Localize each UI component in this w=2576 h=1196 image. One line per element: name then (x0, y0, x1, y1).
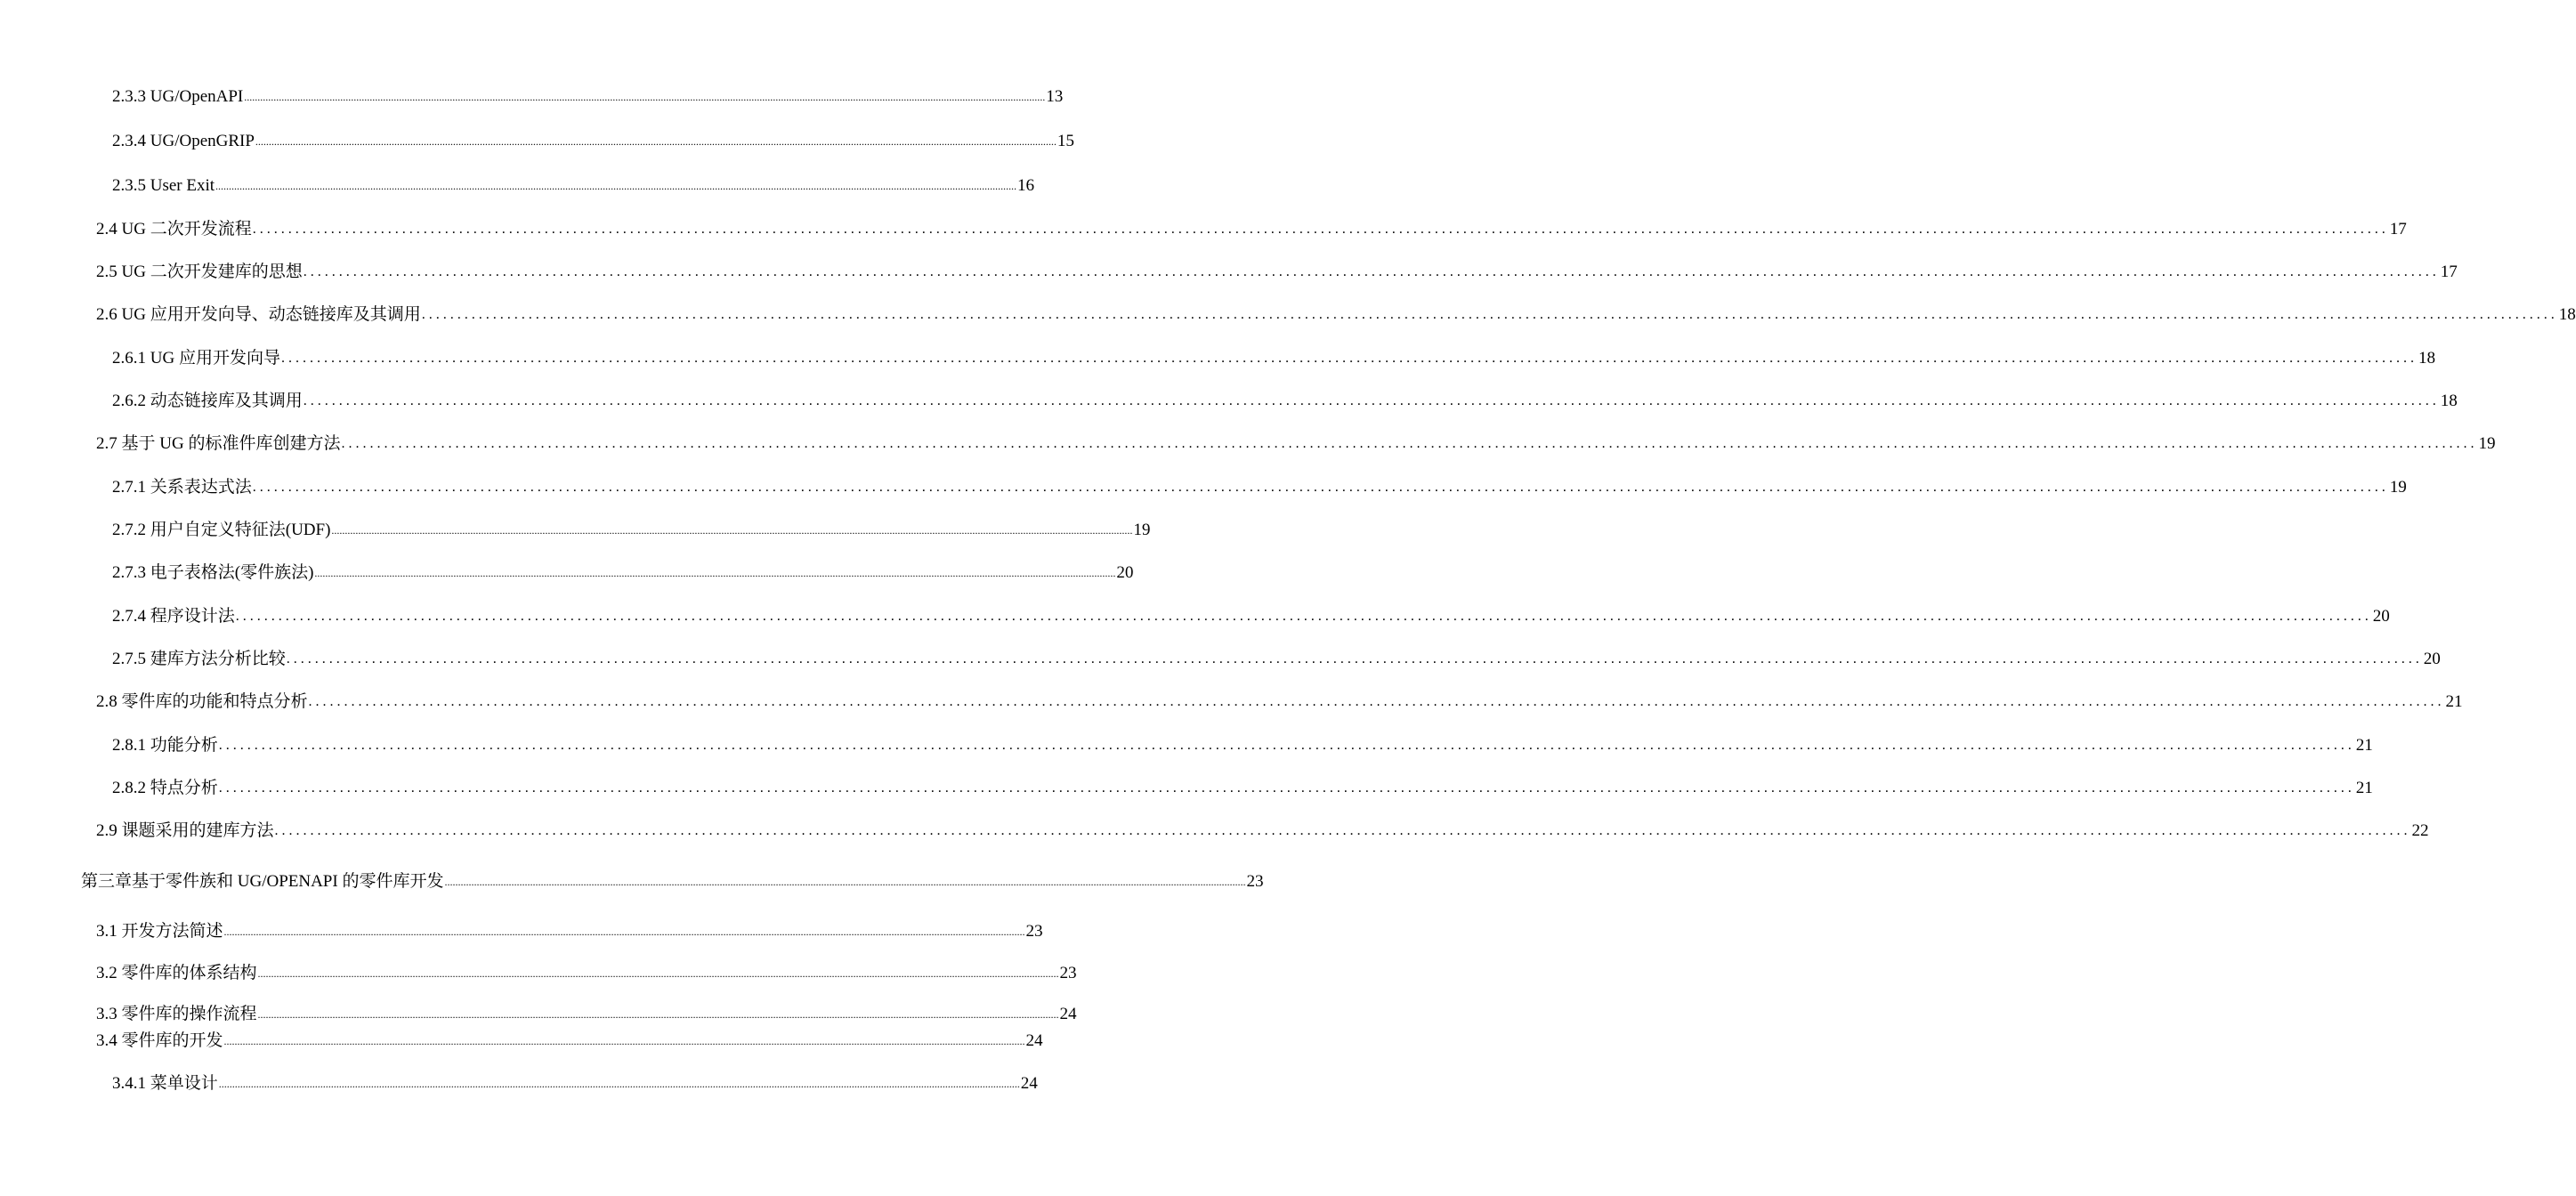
toc-entry-label: 2.8 零件库的功能和特点分析 (96, 692, 308, 711)
toc-entry-label: 2.8.1 功能分析 (112, 736, 218, 755)
toc-entry-label: 3.2 零件库的体系结构 (96, 964, 257, 982)
toc-entry-label: 2.6 UG 应用开发向导、动态链接库及其调用 (96, 305, 421, 324)
toc-entry[interactable] (96, 820, 2429, 843)
toc-entry-label: 2.6.1 UG 应用开发向导 (112, 349, 280, 368)
toc-entry-page: 24 (1020, 1074, 1038, 1093)
toc-entry-page: 20 (1116, 563, 1134, 582)
toc-entry-page: 24 (1059, 1005, 1077, 1023)
toc-dot-leader: ............................................................................................................................................................................................................................................................................................................ (252, 222, 2389, 237)
toc-entry-label: 3.4.1 菜单设计 (112, 1074, 218, 1093)
toc-dot-leader: ............................................................................................................................................................................................................................................................................................................ (215, 180, 1017, 192)
toc-entry-page: 24 (1025, 1031, 1043, 1050)
toc-entry-label: 2.9 课题采用的建库方法 (96, 821, 274, 840)
toc-entry-label: 3.1 开发方法简述 (96, 922, 223, 941)
toc-entry-label: 2.7.5 建库方法分析比较 (112, 650, 286, 668)
toc-dot-leader: ............................................................................................................................................................................................................................................................................................................ (244, 91, 1046, 103)
toc-dot-leader: ............................................................................................................................................................................................................................................................................................................ (341, 436, 2478, 451)
toc-dot-leader: ............................................................................................................................................................................................................................................................................................................ (218, 738, 2355, 753)
toc-dot-leader: ............................................................................................................................................................................................................................................................................................................ (303, 393, 2440, 408)
toc-dot-leader: ............................................................................................................................................................................................................................................................................................................ (252, 480, 2389, 495)
toc-entry-label: 第三章基于零件族和 UG/OPENAPI 的零件库开发 (81, 872, 444, 891)
toc-entry[interactable] (96, 304, 2576, 327)
toc-entry-label: 3.4 零件库的开发 (96, 1031, 223, 1050)
toc-dot-leader: ............................................................................................................................................................................................................................................................................................................ (286, 651, 2423, 667)
toc-entry-label: 2.8.2 特点分析 (112, 779, 218, 797)
toc-dot-leader: ............................................................................................................................................................................................................................................................................................................ (235, 609, 2372, 624)
toc-entry[interactable] (96, 921, 1043, 943)
toc-entry[interactable] (112, 562, 1134, 585)
toc-entry-page: 18 (2558, 305, 2576, 324)
toc-entry[interactable] (96, 219, 2407, 241)
toc-entry-chapter[interactable] (81, 871, 1264, 893)
toc-entry-page: 15 (1057, 132, 1074, 150)
toc-dot-leader: ............................................................................................................................................................................................................................................................................................................ (223, 1035, 1025, 1047)
toc-entry-label: 2.7.1 关系表达式法 (112, 478, 252, 497)
toc-entry-page: 21 (2355, 779, 2373, 797)
toc-entry-page: 21 (2355, 736, 2373, 755)
toc-entry-page: 21 (2445, 692, 2463, 711)
toc-dot-leader: ............................................................................................................................................................................................................................................................................................................ (218, 1078, 1020, 1090)
toc-entry-label: 2.5 UG 二次开发建库的思想 (96, 263, 303, 281)
toc-entry-page: 19 (2389, 478, 2407, 497)
toc-dot-leader: ............................................................................................................................................................................................................................................................................................................ (223, 925, 1025, 938)
toc-entry[interactable] (112, 1073, 1038, 1095)
toc-entry[interactable] (112, 735, 2373, 757)
toc-entry[interactable] (96, 1030, 1043, 1053)
toc-entry[interactable] (112, 131, 1074, 153)
toc-dot-leader: ............................................................................................................................................................................................................................................................................................................ (314, 567, 1116, 579)
toc-entry-page: 19 (2478, 434, 2496, 453)
toc-dot-leader: ............................................................................................................................................................................................................................................................................................................ (255, 135, 1057, 148)
toc-dot-leader: ............................................................................................................................................................................................................................................................................................................ (280, 351, 2418, 366)
toc-entry-page: 16 (1017, 176, 1035, 195)
toc-entry[interactable] (112, 606, 2390, 628)
toc-entry[interactable] (112, 477, 2407, 499)
toc-entry-page: 19 (1133, 521, 1151, 539)
toc-entry-label: 2.3.4 UG/OpenGRIP (112, 132, 255, 150)
toc-entry-label: 2.4 UG 二次开发流程 (96, 220, 252, 238)
toc-dot-leader: ............................................................................................................................................................................................................................................................................................................ (257, 1008, 1059, 1021)
toc-dot-leader: ............................................................................................................................................................................................................................................................................................................ (257, 967, 1059, 980)
toc-dot-leader: ............................................................................................................................................................................................................................................................................................................ (331, 524, 1133, 537)
toc-dot-leader: ............................................................................................................................................................................................................................................................................................................ (308, 694, 2445, 709)
toc-dot-leader: ............................................................................................................................................................................................................................................................................................................ (274, 823, 2411, 838)
toc-entry[interactable] (112, 175, 1035, 198)
toc-entry[interactable] (112, 348, 2435, 370)
toc-entry[interactable] (112, 520, 1151, 542)
toc-entry-label: 2.3.3 UG/OpenAPI (112, 87, 244, 106)
toc-entry[interactable] (96, 433, 2496, 456)
toc-dot-leader: ............................................................................................................................................................................................................................................................................................................ (444, 876, 1246, 888)
toc-entry-page: 23 (1025, 922, 1043, 941)
toc-entry[interactable] (96, 691, 2463, 714)
toc-entry[interactable] (96, 1004, 1077, 1026)
toc-entry-label: 2.6.2 动态链接库及其调用 (112, 392, 303, 410)
toc-entry-page: 22 (2411, 821, 2429, 840)
toc-entry-page: 13 (1046, 87, 1064, 106)
toc-entry-page: 18 (2418, 349, 2435, 368)
toc-entry[interactable] (112, 649, 2441, 671)
toc-entry-page: 18 (2440, 392, 2458, 410)
toc-entry-page: 20 (2372, 607, 2390, 626)
toc-entry[interactable] (112, 778, 2373, 800)
toc-dot-leader: ............................................................................................................................................................................................................................................................................................................ (421, 307, 2558, 322)
toc-entry-label: 2.7 基于 UG 的标准件库创建方法 (96, 434, 341, 453)
toc-entry[interactable] (112, 391, 2458, 413)
toc-dot-leader: ............................................................................................................................................................................................................................................................................................................ (303, 264, 2440, 279)
toc-entry-page: 20 (2423, 650, 2441, 668)
toc-entry[interactable] (96, 262, 2458, 284)
toc-entry-page: 17 (2389, 220, 2407, 238)
toc-dot-leader: ............................................................................................................................................................................................................................................................................................................ (218, 780, 2355, 796)
toc-entry-label: 2.7.2 用户自定义特征法(UDF) (112, 521, 331, 539)
toc-entry-label: 2.3.5 User Exit (112, 176, 215, 195)
toc-entry-label: 2.7.4 程序设计法 (112, 607, 235, 626)
toc-entry-label: 2.7.3 电子表格法(零件族法) (112, 563, 314, 582)
toc-entry-label: 3.3 零件库的操作流程 (96, 1005, 257, 1023)
toc-entry[interactable] (112, 86, 1064, 109)
toc-entry-page: 23 (1246, 872, 1264, 891)
toc-entry-page: 23 (1059, 964, 1077, 982)
toc-entry[interactable] (96, 963, 1077, 985)
toc-entry-page: 17 (2440, 263, 2458, 281)
